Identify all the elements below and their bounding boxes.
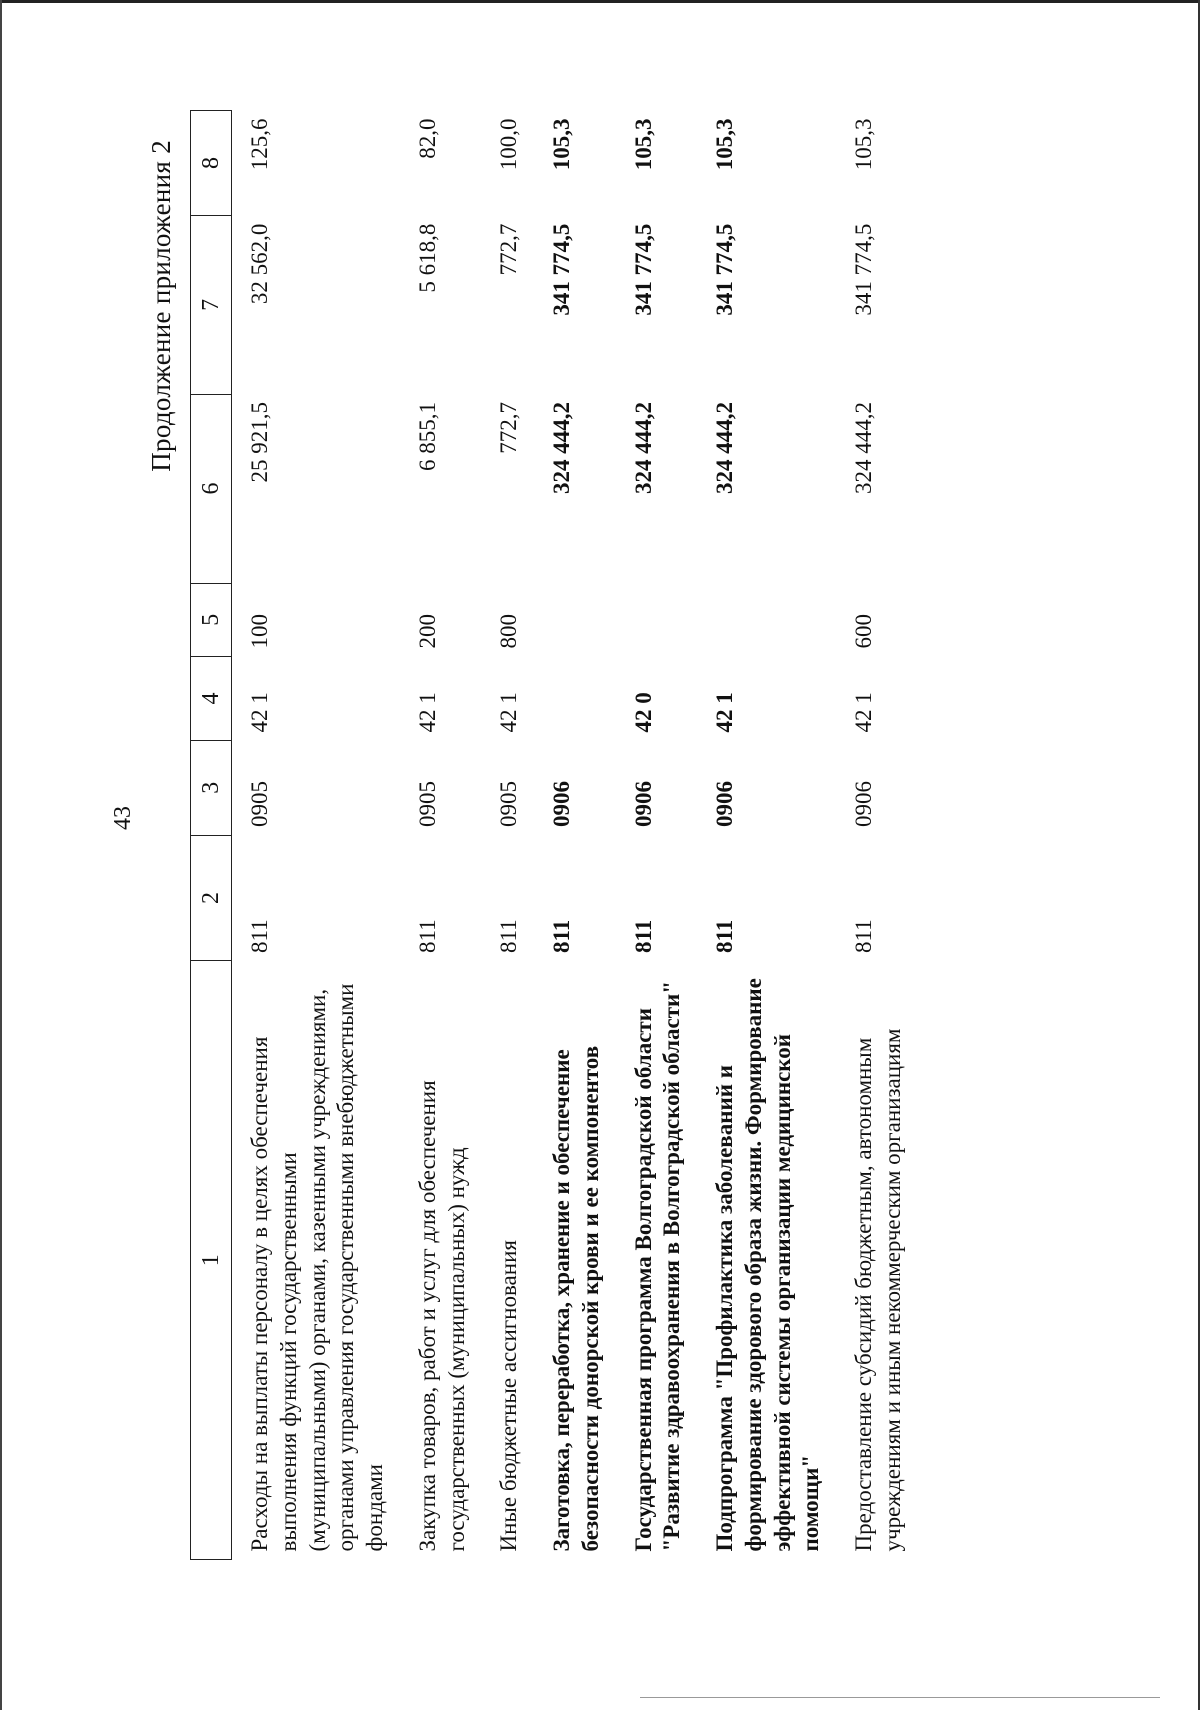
cell-amount-current: 32 562,0 bbox=[247, 223, 272, 305]
column-header: 7 bbox=[191, 216, 232, 394]
cell-amount-current: 341 774,5 bbox=[630, 223, 656, 316]
cell-program-code: 42 1 bbox=[712, 692, 737, 733]
cell-admin-code: 811 bbox=[496, 919, 522, 953]
cell-program-code: 42 0 bbox=[630, 692, 656, 733]
scan-edge-bottom bbox=[640, 1697, 1160, 1698]
cell-admin-code: 811 bbox=[549, 919, 574, 953]
column-header: 8 bbox=[191, 111, 232, 216]
cell-percent: 105,3 bbox=[630, 118, 656, 171]
table-row bbox=[481, 111, 534, 1560]
cell-program-code: 42 1 bbox=[414, 692, 440, 733]
page-number: 43 bbox=[110, 806, 136, 830]
table-row bbox=[400, 111, 482, 1560]
cell-amount-prev: 324 444,2 bbox=[851, 402, 876, 495]
cell-amount-current: 341 774,5 bbox=[851, 223, 876, 316]
column-header: 1 bbox=[191, 961, 232, 1560]
scan-edge-top bbox=[0, 0, 1200, 3]
table-header-row bbox=[191, 111, 232, 1560]
cell-expense-type: 100 bbox=[247, 614, 272, 649]
cell-amount-current: 341 774,5 bbox=[712, 223, 737, 316]
budget-table bbox=[190, 110, 918, 1560]
cell-amount-prev: 25 921,5 bbox=[247, 402, 272, 483]
table-row bbox=[232, 111, 400, 1560]
cell-admin-code: 811 bbox=[414, 919, 440, 953]
document-sheet bbox=[100, 60, 1100, 1660]
table-row bbox=[616, 111, 698, 1560]
column-header: 4 bbox=[191, 657, 232, 741]
cell-program-code: 42 1 bbox=[496, 692, 522, 733]
cell-percent: 125,6 bbox=[247, 118, 272, 171]
row-name: Расходы на выплаты персоналу в целях обеспечения выполнения функций государственными (муниципальными) органами, казенными учреждениями, органами управления государственными внебюджетными фондами bbox=[247, 983, 387, 1552]
cell-program-code: 42 1 bbox=[247, 692, 272, 733]
cell-section-code: 0906 bbox=[549, 781, 574, 828]
cell-percent: 82,0 bbox=[414, 118, 440, 159]
table-row bbox=[836, 111, 918, 1560]
cell-amount-prev: 6 855,1 bbox=[414, 402, 440, 472]
cell-expense-type: 600 bbox=[851, 614, 876, 649]
table-row bbox=[697, 111, 836, 1560]
scan-edge-left bbox=[0, 0, 2, 1710]
cell-section-code: 0905 bbox=[414, 781, 440, 828]
cell-amount-current: 341 774,5 bbox=[549, 223, 574, 316]
row-name: Заготовка, переработка, хранение и обеспечение безопасности донорской крови и ее компонентов bbox=[549, 1045, 603, 1552]
cell-percent: 105,3 bbox=[851, 118, 876, 171]
cell-expense-type bbox=[616, 583, 698, 657]
row-name: Закупка товаров, работ и услуг для обеспечения государственных (муниципальных) нужд bbox=[414, 1080, 469, 1552]
column-header: 6 bbox=[191, 394, 232, 583]
cell-section-code: 0905 bbox=[247, 781, 272, 828]
row-name: Государственная программа Волгоградской области "Развитие здравоохранения в Волгоградской области" bbox=[630, 980, 685, 1552]
column-header: 3 bbox=[191, 741, 232, 835]
column-header: 5 bbox=[191, 583, 232, 657]
cell-section-code: 0906 bbox=[851, 781, 876, 828]
cell-program-code bbox=[534, 657, 616, 741]
cell-section-code: 0905 bbox=[496, 781, 522, 828]
cell-amount-prev: 772,7 bbox=[496, 402, 522, 454]
table-row bbox=[534, 111, 616, 1560]
cell-admin-code: 811 bbox=[247, 919, 272, 953]
cell-amount-current: 772,7 bbox=[496, 223, 522, 276]
cell-admin-code: 811 bbox=[630, 919, 656, 953]
cell-admin-code: 811 bbox=[851, 919, 876, 953]
cell-section-code: 0906 bbox=[630, 781, 656, 828]
cell-percent: 105,3 bbox=[712, 118, 737, 171]
cell-amount-current: 5 618,8 bbox=[414, 223, 440, 293]
appendix-note: Продолжение приложения 2 bbox=[146, 140, 176, 472]
row-name: Предоставление субсидий бюджетным, автономным учреждениям и иным некоммерческим организациям bbox=[851, 1028, 905, 1552]
cell-amount-prev: 324 444,2 bbox=[630, 402, 656, 495]
cell-percent: 105,3 bbox=[549, 118, 574, 171]
cell-program-code: 42 1 bbox=[851, 692, 876, 733]
cell-expense-type: 200 bbox=[414, 614, 440, 649]
cell-amount-prev: 324 444,2 bbox=[549, 402, 574, 495]
cell-expense-type bbox=[534, 583, 616, 657]
row-name: Подпрограмма "Профилактика заболеваний и формирование здорового образа жизни. Формирование эффективной системы организации медицинской помощи" bbox=[712, 978, 824, 1552]
cell-percent: 100,0 bbox=[496, 118, 522, 171]
cell-expense-type bbox=[697, 583, 836, 657]
row-name: Иные бюджетные ассигнования bbox=[496, 1240, 522, 1552]
column-header: 2 bbox=[191, 835, 232, 961]
cell-expense-type: 800 bbox=[496, 614, 522, 649]
cell-admin-code: 811 bbox=[712, 919, 737, 953]
cell-section-code: 0906 bbox=[712, 781, 737, 828]
cell-amount-prev: 324 444,2 bbox=[712, 402, 737, 495]
